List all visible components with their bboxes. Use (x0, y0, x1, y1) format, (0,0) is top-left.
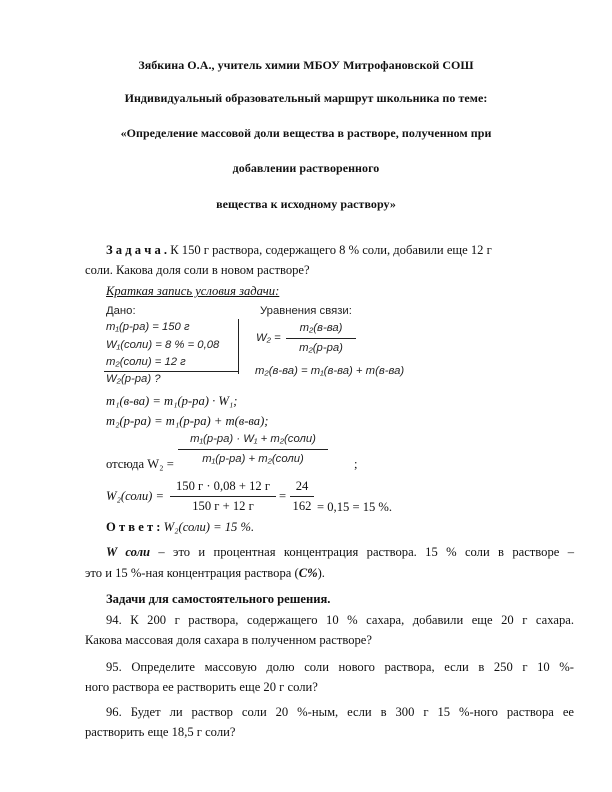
topic-line-1: «Определение массовой доли вещества в растворе, полученном при (120, 126, 492, 140)
calc-lhs: W₂(соли) = (106, 489, 164, 503)
topic-line-2: добавлении растворенного (232, 161, 380, 175)
task-line-1 (106, 243, 492, 258)
answer-line (106, 520, 254, 535)
relations-numerator: m₂(в-ва) (299, 322, 343, 334)
note-text-2: это и 15 %-ная концентрация раствора ( (85, 566, 299, 580)
task-text-1: К 150 г раствора, содержащего 8 % соли, добавили еще 12 г (170, 243, 492, 257)
hence-numerator: m₁(р-ра) · W₁ + m₂(соли) (190, 433, 316, 445)
calc-equals: = (279, 489, 287, 503)
given-vertical-divider (238, 319, 239, 374)
calc-numerator-2: 24 (295, 479, 309, 493)
calc-fraction-bar (170, 496, 276, 497)
note-line-2 (85, 566, 325, 581)
exercise-94-line-1: 94. К 200 г раствора, содержащего 10 % сахара, добавили еще 20 г сахара. (106, 613, 574, 627)
calc-numerator: 150 г · 0,08 + 12 г (175, 479, 271, 493)
author-line: Зябкина О.А., учитель химии МБОУ Митрофановской СОШ (138, 58, 474, 72)
relations-lhs: W₂ = (256, 332, 281, 344)
hence-end: ; (354, 457, 358, 471)
given-row-4: W₂(р-ра) ? (106, 373, 161, 385)
given-row-1: m₁(р-ра) = 150 г (106, 321, 190, 333)
solution-equation-1: m₁(в-ва) = m₁(р-ра) · W₁; (106, 394, 238, 408)
note-term-2: С% (298, 566, 318, 580)
exercise-95-line-1: 95. Определите массовую долю соли нового раствора, если в 250 г 10 %- (106, 660, 574, 674)
answer-value: W₂(соли) = 15 %. (163, 520, 255, 534)
given-row-3: m₂(соли) = 12 г (106, 356, 186, 368)
note-text-1: – это и процентная концентрация раствора. 15 % соли в растворе – (158, 545, 574, 559)
hence-denominator: m₁(р-ра) + m₂(соли) (202, 453, 304, 465)
exercises-heading: Задачи для самостоятельного решения. (106, 592, 331, 606)
hence-label: отсюда W₂ = (106, 457, 174, 471)
subtitle-line: Индивидуальный образовательный маршрут школьника по теме: (124, 91, 488, 105)
calc-denominator: 150 г + 12 г (192, 499, 254, 513)
calc-fraction-bar-2 (290, 496, 314, 497)
note-line-1 (106, 545, 574, 560)
given-row-2: W₁(соли) = 8 % = 0,08 (106, 339, 220, 351)
exercise-96-line-2: растворить еще 18,5 г соли? (85, 725, 236, 739)
task-label: З а д а ч а . (106, 243, 168, 257)
given-heading: Дано: (106, 305, 136, 317)
note-text-2-end: ). (317, 566, 325, 580)
relations-denominator: m₂(р-ра) (299, 342, 343, 354)
relations-second-equation: m₂(в-ва) = m₁(в-ва) + m(в-ва) (255, 365, 405, 377)
note-term: W соли (106, 545, 151, 559)
task-text-2: соли. Какова доля соли в новом растворе? (85, 263, 310, 277)
relations-heading: Уравнения связи: (260, 305, 352, 317)
given-divider (104, 371, 238, 372)
exercise-95-line-2: ного раствора ее растворить еще 20 г соли? (85, 680, 318, 694)
exercise-96-line-1: 96. Будет ли раствор соли 20 %-ным, если в 300 г 15 %-ного раствора ее (106, 705, 574, 719)
answer-label: О т в е т : (106, 520, 161, 534)
solution-equation-2: m₂(р-ра) = m₁(р-ра) + m(в-ва); (106, 414, 269, 428)
hence-fraction-bar (178, 449, 328, 450)
topic-line-3: вещества к исходному раствору» (216, 197, 396, 211)
exercise-94-line-2: Какова массовая доля сахара в полученном растворе? (85, 633, 372, 647)
short-record-heading: Краткая запись условия задачи: (106, 284, 280, 298)
calc-denominator-2: 162 (292, 499, 312, 513)
relations-fraction-bar (286, 338, 356, 339)
calc-result: = 0,15 = 15 %. (317, 500, 393, 514)
